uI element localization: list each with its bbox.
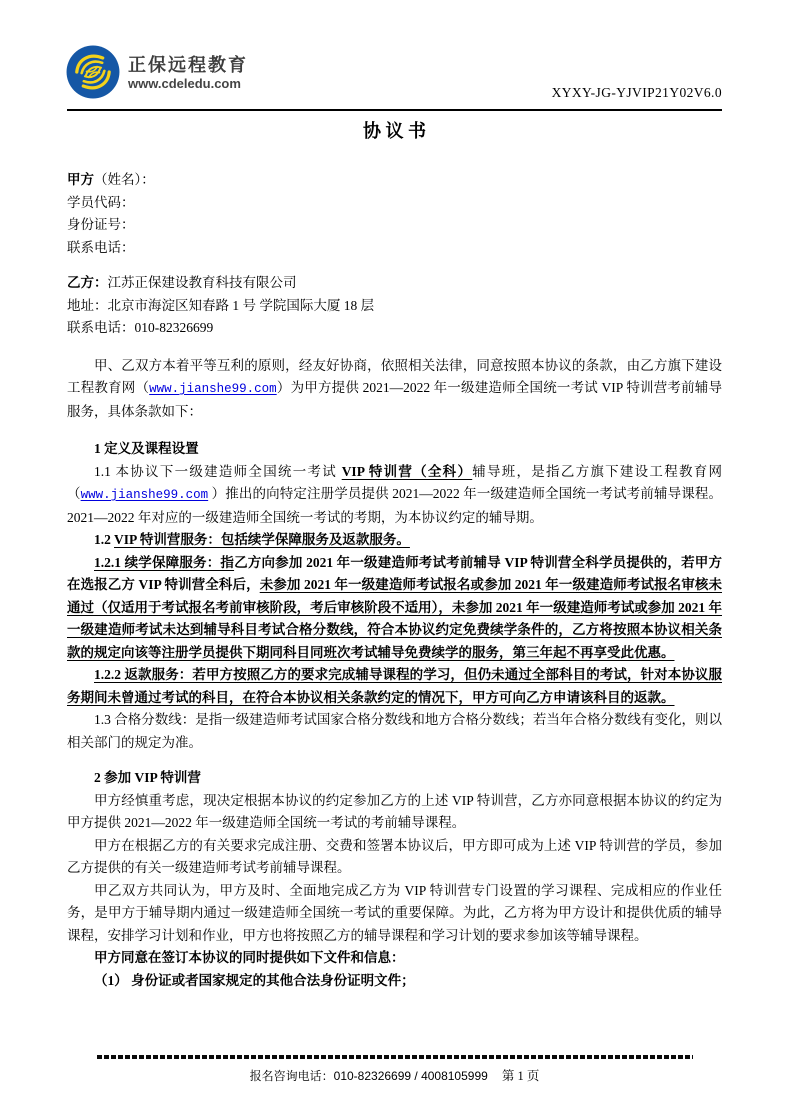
clause-2-p1: 甲方经慎重考虑，现决定根据本协议的约定参加乙方的上述 VIP 特训营，乙方亦同意根据本协议的约定为甲方提供 2021—2022 年一级建造师全国统一考试的考前辅导课程。	[67, 792, 722, 830]
clause-1-2-2	[67, 664, 722, 709]
intro-text-post: ）为甲方提供 2021—2022 年一级建造师全国统一考试 VIP 特训营考前辅导服务，具体条款如下：	[67, 380, 722, 419]
intro-text-pre: 甲、乙双方本着平等互利的原则，经友好协商，依照相关法律，同意按照本协议的条款，由乙方旗下建设工程教育网（	[67, 357, 722, 395]
party-b-company: 江苏正保建设教育科技有限公司	[107, 275, 297, 290]
document-code: XYXY-JG-YJVIP21Y02V6.0	[551, 85, 722, 100]
clause-1-2-2-text: 1.2.2 返款服务：若甲方按照乙方的要求完成辅导课程的学习，但仍未通过全部科目的考试，针对本协议服务期间未曾通过考试的科目，在符合本协议相关条款约定的情况下，甲方可向乙方申请该科目的返款。	[67, 667, 722, 705]
clause-2-docs-intro: 甲方同意在签订本协议的同时提供如下文件和信息：	[94, 950, 405, 965]
clause-1-1-post: ）推出的向特定注册学员提供 2021—2022 年一级建造师全国统一考试考前辅导课程。2021—2022 年对应的一级建造师全国统一考试的考期，为本协议约定的辅导期。	[67, 486, 722, 525]
clause-1-2-text: VIP 特训营服务：包括续学保障服务及返款服务。	[114, 532, 410, 547]
clause-1-2	[67, 529, 722, 552]
brand-name: 正保远程教育	[128, 55, 248, 75]
party-b-name-line	[67, 272, 722, 295]
clause-2-p2: 甲方在根据乙方的有关要求完成注册、交费和签署本协议后，甲方即可成为上述 VIP 特训营的学员，参加乙方提供的有关一级建造师考试考前辅导课程。	[67, 837, 722, 875]
party-b-phone-line: 联系电话：010-82326699	[67, 320, 214, 335]
party-a-id-line: 身份证号：	[67, 217, 135, 232]
clause-1-1-mid: 辅导班，是指乙方旗下建设工程教育网（	[67, 463, 723, 501]
jianshe99-link-2[interactable]: www.jianshe99.com	[80, 488, 209, 502]
party-b-address-line: 地址：北京市海淀区知春路 1 号 学院国际大厦 18 层	[67, 297, 375, 313]
page-title: 协 议 书	[363, 121, 426, 141]
footer-consult-phone: 报名咨询电话：010-82326699 / 4008105999	[249, 1069, 488, 1083]
brand-url: www.cdeledu.com	[128, 76, 241, 91]
section-1-heading: 1 定义及课程设置	[94, 441, 199, 456]
section-2-heading: 2 参加 VIP 特训营	[94, 770, 201, 785]
party-a-name-suffix: （姓名）：	[94, 172, 155, 187]
clause-1-2-number: 1.2	[94, 532, 115, 547]
clause-1-2-1-mid: 乙方向参加 2021 年一级建造师考试考前辅导 VIP 特训营全科学员提供的，若甲方在选报乙方 VIP 特训营全科后，	[67, 554, 722, 592]
clause-2-p3: 甲乙双方共同认为，甲方及时、全面地完成乙方为 VIP 特训营专门设置的学习课程、完成相应的作业任务，是甲方于辅导期内通过一级建造师全国统一考试的重要保障。为此，乙方将为甲方设计和提供优质的辅导课程，安排学习计划和作业，甲方也将按照乙方的辅导课程和学习计划的要求参加该等辅导课程。	[67, 882, 722, 943]
footer-divider	[97, 1055, 693, 1059]
clause-1-1-pre: 1.1 本协议下一级建造师全国统一考试	[94, 463, 342, 479]
clause-1-2-1-tail: 未参加 2021 年一级建造师考试报名或参加 2021 年一级建造师考试报名审核未通过（仅适用于考试报名考前审核阶段，考后审核阶段不适用），未参加 2021 年一级建造师考试或参加 2021 年一级建造师考试未达到辅导科目考试合格分数线，符合本协议约定免费续学条件的，乙方将按照本协议相关条款的规定向该等注册学员提供下期同科目同班次考试辅导免费续学的服务，第三年起不再享受此优惠。	[67, 577, 722, 660]
jianshe99-link[interactable]: www.jianshe99.com	[149, 382, 277, 396]
document-body	[67, 169, 722, 992]
clause-1-1	[67, 461, 722, 530]
party-a-phone-line: 联系电话：	[67, 239, 135, 255]
clause-1-2-1	[67, 552, 722, 665]
zhengbao-logo-icon	[66, 45, 120, 99]
header-divider	[67, 109, 722, 111]
party-a-name-line	[67, 169, 722, 192]
party-a-label: 甲方	[67, 172, 94, 187]
clause-1-1-emphasis: VIP 特训营（全科）	[341, 463, 473, 479]
party-a-student-code-line: 学员代码：	[67, 194, 135, 210]
intro-paragraph	[67, 355, 722, 424]
clause-1-3: 1.3 合格分数线：是指一级建造师考试国家合格分数线和地方合格分数线；若当年合格分数线有变化，则以相关部门的规定为准。	[67, 712, 722, 750]
party-b-label: 乙方：	[67, 275, 108, 290]
clause-2-docs-item-1: （1） 身份证或者国家规定的其他合法身份证明文件；	[94, 972, 415, 988]
footer	[0, 1066, 789, 1084]
footer-page-number: 第 1 页	[501, 1069, 540, 1083]
clause-1-2-1-lead: 1.2.1 续学保障服务：指	[94, 554, 235, 570]
